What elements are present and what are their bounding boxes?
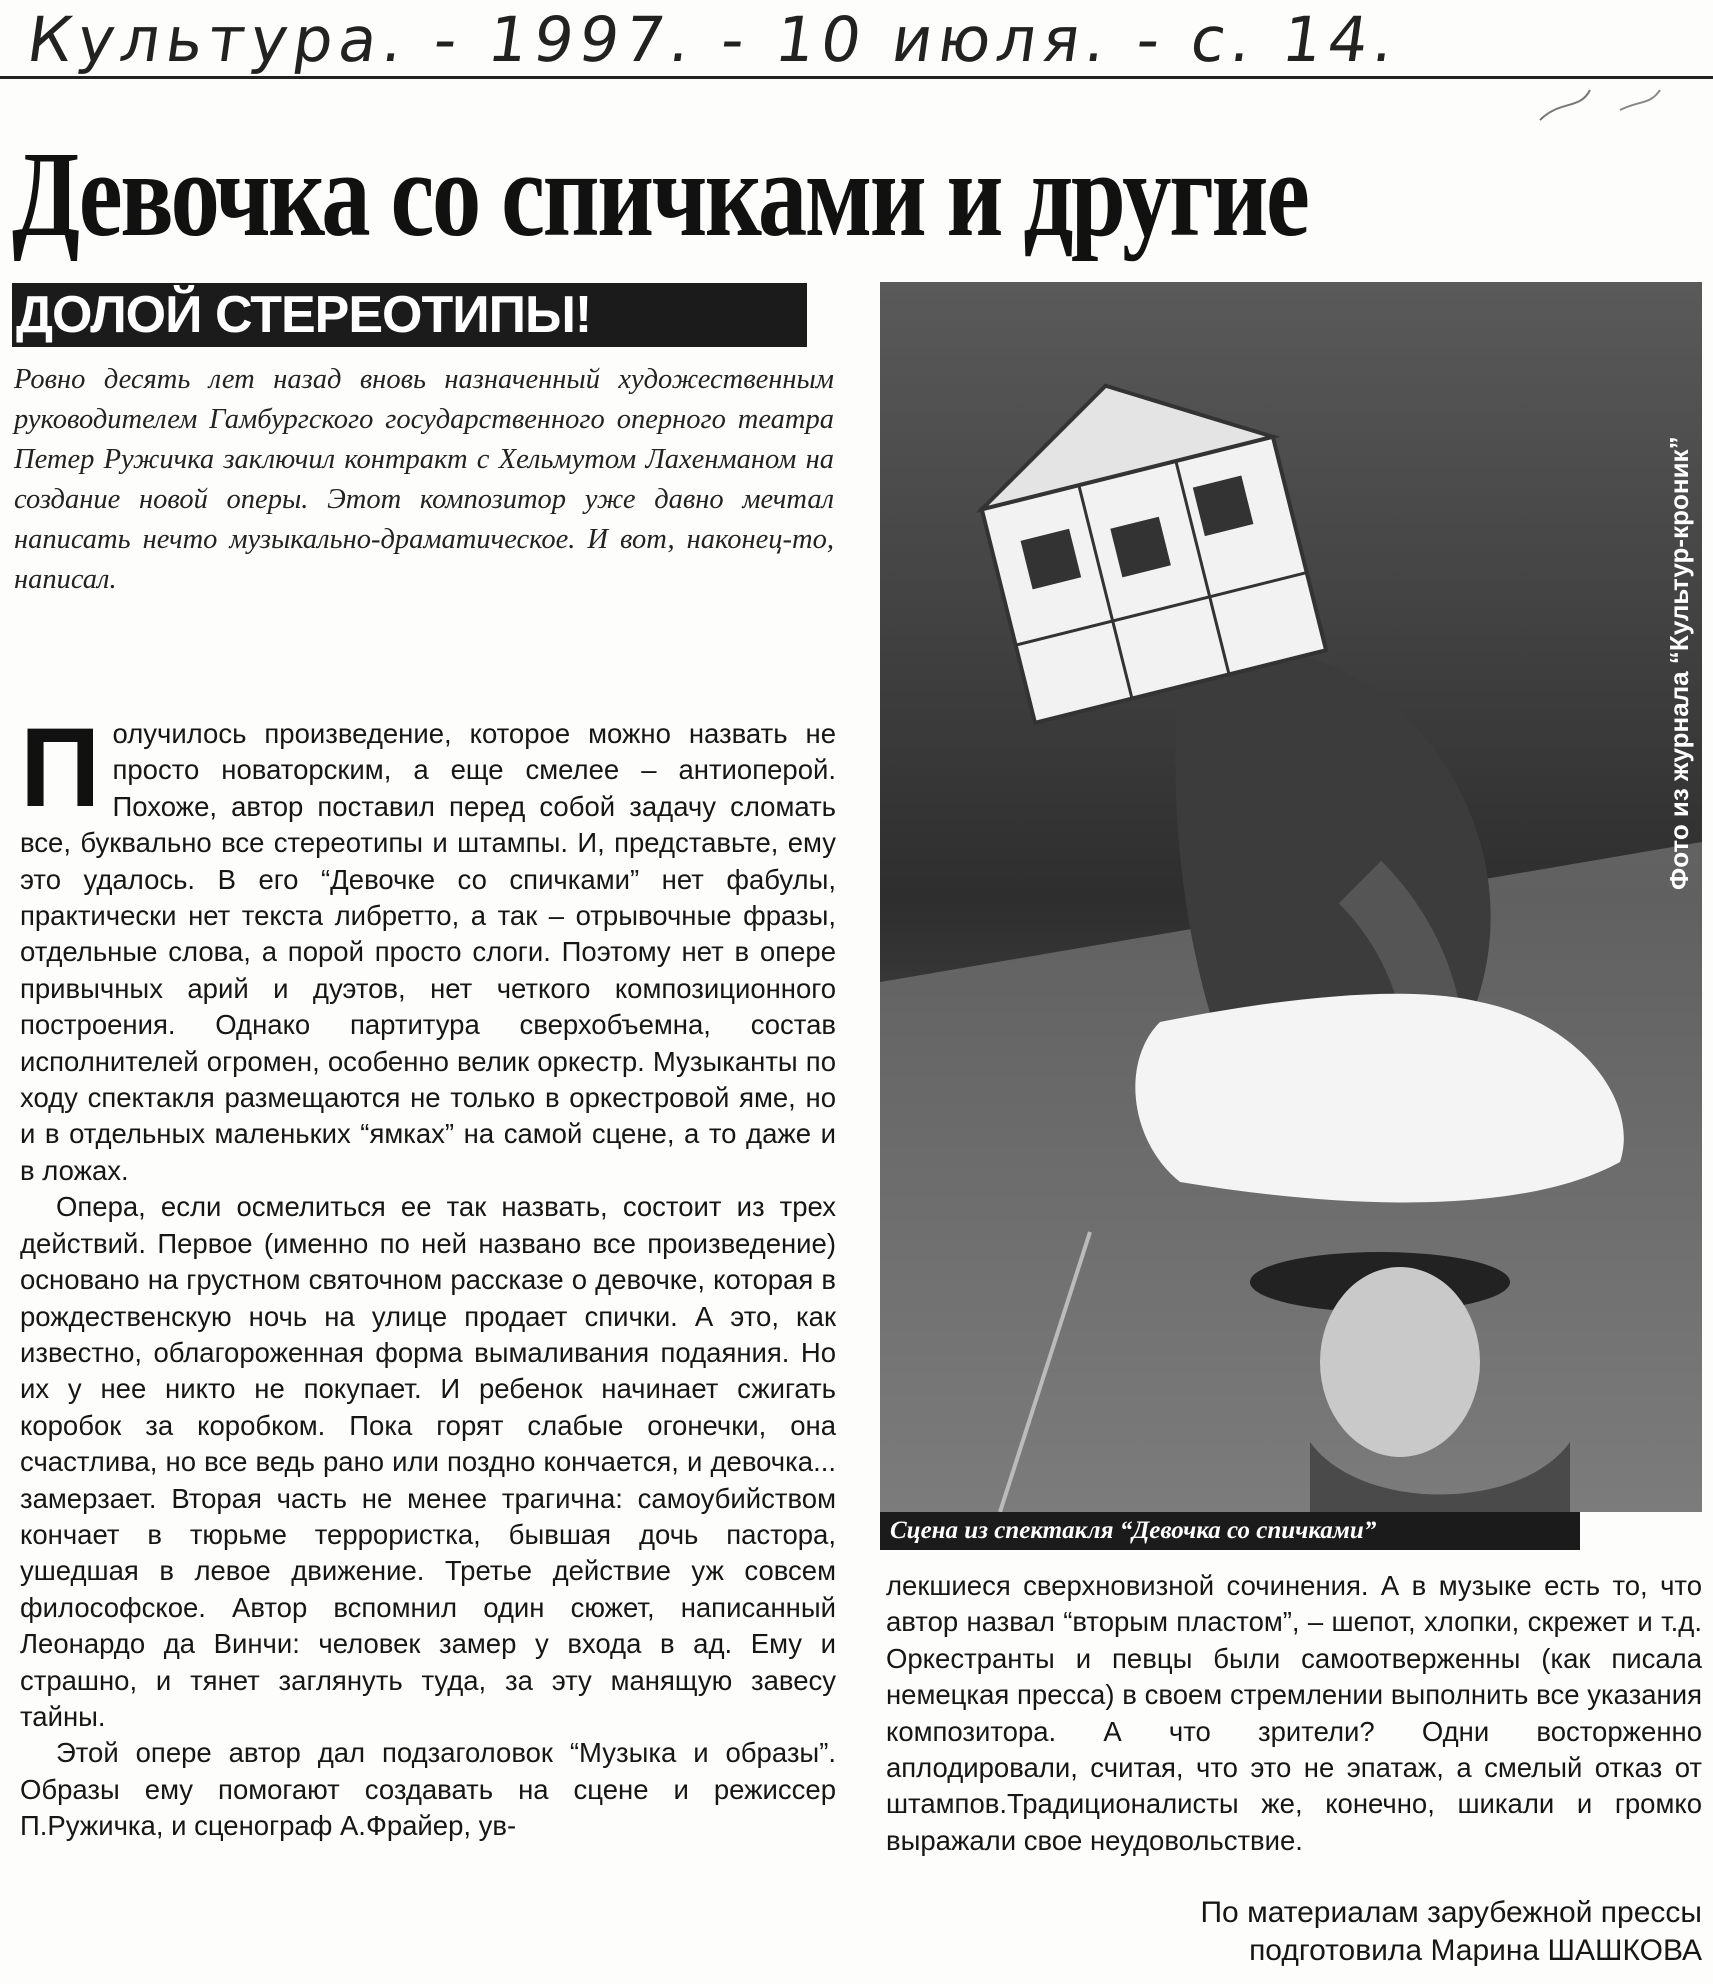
article-column-right: [886, 1568, 1702, 1859]
paragraph-1: [20, 705, 836, 1189]
drop-cap: П: [20, 705, 101, 830]
stage-photo-illustration: [880, 282, 1702, 1512]
paragraph-continued: лекшиеся сверхновизной сочинения. А в музыке есть то, что автор назвал “вторым пластом”, – шепот, хлопки, скрежет и т.д. Оркестранты и певцы были самоотверженны (как писала немецкая пресса) в своем стремлении выполнить все указания композитора. А что зрители? Одни восторженно аплодировали, считая, что это не эпатаж, а смелый отказ от штампов.Традиционалисты же, конечно, шикали и громко выражали свое неудовольствие.: [886, 1570, 1702, 1856]
photo-credit-text: Фото из журнала “Культур-кроник”: [1664, 436, 1694, 890]
signature-line-1: По материалам зарубежной прессы: [1200, 1896, 1702, 1929]
photo-caption: Сцена из спектакля “Девочка со спичками”: [880, 1512, 1580, 1550]
signature-line-2: подготовила Марина ШАШКОВА: [1249, 1934, 1702, 1967]
paragraph-3: Этой опере автор дал подзаголовок “Музыка и образы”. Образы ему помогают создавать на сцене и режиссер П.Ружичка, и сценограф А.Фрайер, ув-: [20, 1737, 836, 1842]
pencil-marks: [1500, 80, 1700, 180]
rubric-banner: [12, 283, 807, 347]
rubric-text: ДОЛОЙ СТЕРЕОТИПЫ!: [16, 286, 592, 344]
top-rule: [0, 76, 1713, 79]
author-signature: [886, 1894, 1702, 1970]
paragraph-1-text: олучилось произведение, которое можно назвать не просто новаторским, а еще смелее – антиоперой. Похоже, автор поставил перед собой задачу сломать все, буквально все стереотипы и штампы. И, представьте, ему это удалось. В его “Девочке со спичками” нет фабулы, практически нет текста либретто, а так – отрывочные фразы, отдельные слова, а порой просто слоги. Поэтому нет в опере привычных арий и дуэтов, нет четкого композиционного построения. Однако партитура сверхобъемна, состав исполнителей огромен, особенно велик оркестр. Музыканты по ходу спектакля размещаются не только в оркестровой яме, но и в отдельных маленьких “ямках” на самой сцене, а то даже и в ложах.: [20, 718, 836, 1186]
article-column-left: [20, 705, 836, 1845]
handwritten-citation: Культура. - 1997. - 10 июля. - с. 14.: [22, 3, 1405, 76]
paragraph-2: Опера, если осмелиться ее так назвать, состоит из трех действий. Первое (именно по ней названо все произведение) основано на грустном святочном рассказе о девочке, которая в рождественскую ночь на улице продает спички. А это, как известно, облагороженная форма вымаливания подаяния. Но их у нее никто не покупает. И ребенок начинает сжигать коробок за коробком. Пока горят слабые огонечки, она счастлива, но все ведь рано или поздно кончается, и девочка... замерзает. Вторая часть не менее трагична: самоубийством кончает в тюрьме террористка, бывшая дочь пастора, ушедшая в левое движение. Третье действие уж совсем философское. Автор вспомнил один сюжет, написанный Леонардо да Винчи: человек замер у входа в ад. Ему и страшно, и тянет заглянуть туда, за эту манящую завесу тайны.: [20, 1191, 836, 1732]
lead-paragraph: Ровно десять лет назад вновь назначенный художественным руководителем Гамбургского государственного оперного театра Петер Ружичка заключил контракт с Хельмутом Лахенманом на создание новой оперы. Этот композитор уже давно мечтал написать нечто музыкально-драматическое. И вот, наконец-то, написал.: [14, 364, 834, 595]
article-headline: Девочка со спичками и другие: [12, 127, 1308, 262]
stage-photo: [880, 282, 1702, 1512]
photo-credit: [1664, 290, 1704, 890]
